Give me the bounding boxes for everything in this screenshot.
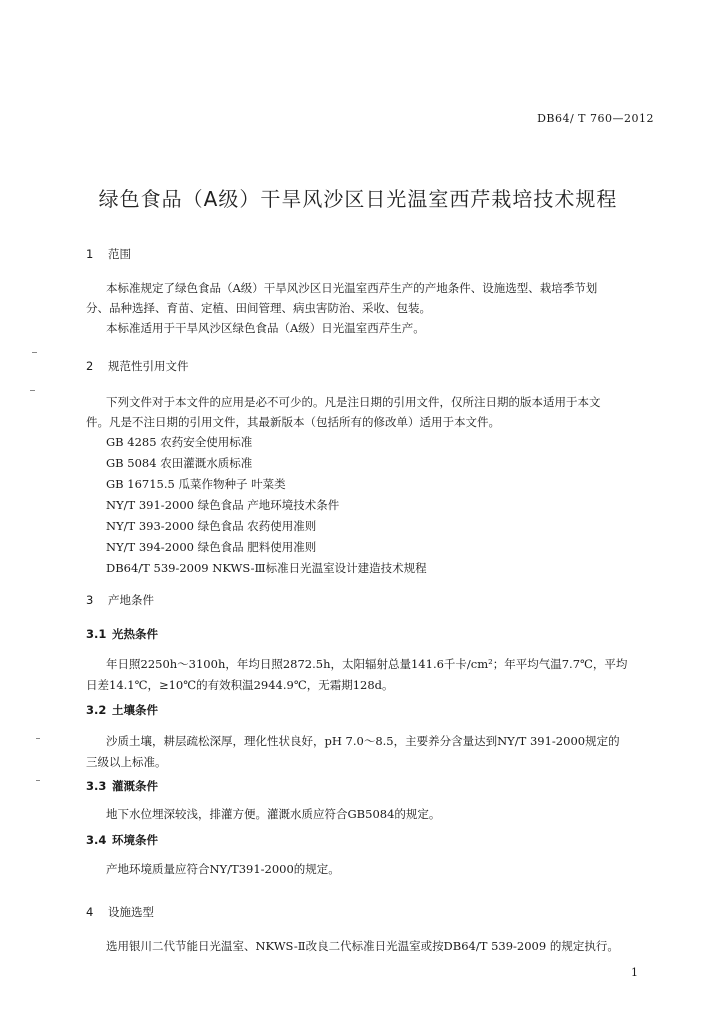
section-heading-scope [86, 246, 131, 262]
subsection-number: 3.4 [86, 833, 107, 847]
scan-mark [36, 780, 40, 781]
reference-item: GB 16715.5 瓜菜作物种子 叶菜类 [106, 477, 286, 491]
soil-line2: 三级以上标准。 [86, 755, 167, 769]
environment-line1: 产地环境质量应符合NY/T391-2000的规定。 [106, 862, 340, 876]
soil-line1: 沙质土壤，耕层疏松深厚，理化性状良好，pH 7.0～8.5，主要养分含量达到NY/T 391-2000规定的 [106, 734, 620, 748]
scope-para1-line1: 本标准规定了绿色食品（A级）干旱风沙区日光温室西芹生产的产地条件、设施选型、栽培季节划 [106, 281, 598, 295]
reference-item: GB 5084 农田灌溉水质标准 [106, 456, 253, 470]
subsection-heading-soil [86, 702, 158, 718]
scope-para1-line2: 分、品种选择、育苗、定植、田间管理、病虫害防治、采收、包装。 [86, 301, 431, 315]
section-number: 3 [86, 593, 94, 607]
section-title: 规范性引用文件 [108, 359, 189, 373]
section-title: 设施选型 [108, 905, 154, 919]
page-number: 1 [631, 966, 638, 979]
section-heading-site [86, 592, 154, 608]
subsection-title: 灌溉条件 [112, 779, 158, 793]
scan-mark [36, 738, 40, 739]
section-title: 产地条件 [108, 593, 154, 607]
section-heading-references [86, 358, 189, 374]
subsection-title: 光热条件 [112, 627, 158, 641]
subsection-number: 3.3 [86, 779, 107, 793]
section-heading-facility [86, 904, 154, 920]
subsection-title: 土壤条件 [112, 703, 158, 717]
section-number: 2 [86, 359, 94, 373]
references-intro-line1: 下列文件对于本文件的应用是必不可少的。凡是注日期的引用文件，仅所注日期的版本适用于本文 [106, 395, 601, 409]
subsection-number: 3.1 [86, 627, 107, 641]
scope-para2: 本标准适用于干旱风沙区绿色食品（A级）日光温室西芹生产。 [106, 321, 425, 335]
reference-item: NY/T 394-2000 绿色食品 肥料使用准则 [106, 540, 317, 554]
section-title: 范围 [108, 247, 131, 261]
subsection-number: 3.2 [86, 703, 107, 717]
irrigation-line1: 地下水位埋深较浅，排灌方便。灌溉水质应符合GB5084的规定。 [106, 807, 441, 821]
subsection-heading-irrigation [86, 778, 158, 794]
document-title: 绿色食品（A级）干旱风沙区日光温室西芹栽培技术规程 [98, 187, 618, 211]
subsection-title: 环境条件 [112, 833, 158, 847]
reference-item: GB 4285 农药安全使用标准 [106, 435, 253, 449]
heat-line1: 年日照2250h～3100h，年均日照2872.5h，太阳辐射总量141.6千卡/cm²；年平均气温7.7℃，平均 [106, 657, 628, 671]
subsection-heading-environment [86, 832, 158, 848]
reference-item: DB64/T 539-2009 NKWS-Ⅲ标准日光温室设计建造技术规程 [106, 561, 427, 575]
reference-item: NY/T 391-2000 绿色食品 产地环境技术条件 [106, 498, 340, 512]
standard-code: DB64/ T 760—2012 [537, 112, 654, 125]
facility-line1: 选用银川二代节能日光温室、NKWS-Ⅱ改良二代标准日光温室或按DB64/T 539-2009 的规定执行。 [106, 939, 619, 953]
heat-line2: 日差14.1℃，≥10℃的有效积温2944.9℃，无霜期128d。 [86, 678, 394, 692]
section-number: 1 [86, 247, 94, 261]
reference-item: NY/T 393-2000 绿色食品 农药使用准则 [106, 519, 317, 533]
scan-mark [30, 390, 35, 391]
references-intro-line2: 件。凡是不注日期的引用文件，其最新版本（包括所有的修改单）适用于本文件。 [86, 415, 500, 429]
section-number: 4 [86, 905, 94, 919]
scan-mark [32, 352, 37, 353]
subsection-heading-heat [86, 626, 158, 642]
